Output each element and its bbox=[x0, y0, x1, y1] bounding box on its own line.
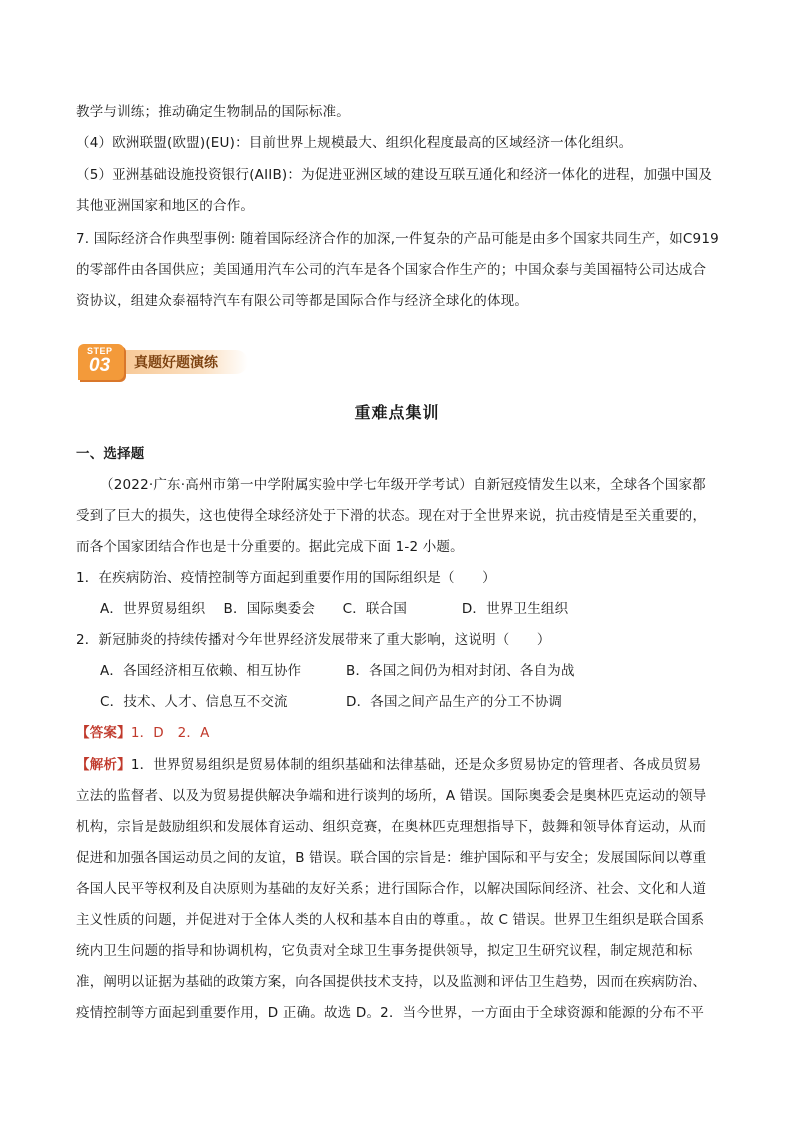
analysis-line: 统内卫生问题的指导和协调机构，它负责对全球卫生事务提供领导，拟定卫生研究议程，制定规范和标 bbox=[76, 943, 693, 959]
analysis-first-line bbox=[76, 755, 701, 775]
question-2-option-a: A．各国经济相互依赖、相互协作 bbox=[100, 663, 302, 679]
analysis-line: 疫情控制等方面起到重要作用，D 正确。故选 D。2．当今世界，一方面由于全球资源和能源的分布不平 bbox=[76, 1005, 705, 1021]
question-1-options: A．世界贸易组织 B．国际奥委会 C．联合国 D．世界卫生组织 bbox=[100, 601, 569, 617]
intro-line: 受到了巨大的损失，这也使得全球经济处于下滑的状态。现在对于全世界来说，抗击疫情是至关重要的， bbox=[76, 508, 707, 524]
analysis-line: 主义性质的问题，并促进对于全体人类的人权和基本自由的尊重。，故 C 错误。世界卫生组织是联合国系 bbox=[76, 912, 705, 928]
text-line: （5）亚洲基础设施投资银行(AIIB)：为促进亚洲区域的建设互联互通化和经济一体化的进程，加强中国及 bbox=[76, 167, 713, 183]
question-2-option-d: D．各国之间产品生产的分工不协调 bbox=[346, 694, 563, 710]
intro-line: （2022·广东·高州市第一中学附属实验中学七年级开学考试）自新冠疫情发生以来，全球各个国家都 bbox=[100, 477, 706, 493]
text-line: 的零部件由各国供应；美国通用汽车公司的汽车是各个国家合作生产的；中国众泰与美国福特公司达成合 bbox=[76, 262, 707, 278]
text-line: 教学与训练；推动确定生物制品的国际标准。 bbox=[76, 104, 350, 120]
answer-line bbox=[76, 723, 210, 743]
answer-text: 1．D 2．A bbox=[130, 725, 210, 741]
part-heading: 一、选择题 bbox=[76, 446, 145, 462]
question-1-stem: 1．在疾病防治、疫情控制等方面起到重要作用的国际组织是（ ） bbox=[76, 570, 496, 586]
step-number: 03 bbox=[89, 355, 111, 376]
step-title: 真题好题演练 bbox=[134, 355, 218, 371]
analysis-line: 各国人民平等权利及自决原则为基础的友好关系；进行国际合作，以解决国际间经济、社会、文化和人道 bbox=[76, 881, 707, 897]
section-title: 重难点集训 bbox=[354, 403, 440, 422]
analysis-text: 1．世界贸易组织是贸易体制的组织基础和法律基础，还是众多贸易协定的管理者、各成员贸易 bbox=[130, 757, 702, 773]
text-line: 7. 国际经济合作典型事例: 随着国际经济合作的加深,一件复杂的产品可能是由多个国家共同生产，如C919 bbox=[76, 231, 719, 247]
analysis-line: 准，阐明以证据为基础的政策方案，向各国提供技术支持，以及监测和评估卫生趋势，因而在疾病防治、 bbox=[76, 974, 707, 990]
step-word: STEP bbox=[87, 346, 113, 356]
step-badge bbox=[78, 344, 248, 380]
question-2-option-c: C．技术、人才、信息互不交流 bbox=[100, 694, 288, 710]
text-line: 资协议，组建众泰福特汽车有限公司等都是国际合作与经济全球化的体现。 bbox=[76, 293, 529, 309]
answer-label: 【答案】 bbox=[76, 725, 131, 741]
text-line: （4）欧洲联盟(欧盟)(EU)：目前世界上规模最大、组织化程度最高的区域经济一体化组织。 bbox=[76, 135, 633, 151]
analysis-line: 促进和加强各国运动员之间的友谊，B 错误。联合国的宗旨是：维护国际和平与安全；发展国际间以尊重 bbox=[76, 850, 707, 866]
question-2-stem: 2．新冠肺炎的持续传播对今年世界经济发展带来了重大影响，这说明（ ） bbox=[76, 632, 551, 648]
text-line: 其他亚洲国家和地区的合作。 bbox=[76, 198, 255, 214]
analysis-label: 【解析】 bbox=[76, 757, 131, 773]
analysis-line: 机构，宗旨是鼓励组织和发展体育运动、组织竞赛，在奥林匹克理想指导下，鼓舞和领导体育运动，从而 bbox=[76, 819, 707, 835]
step-badge-box bbox=[78, 344, 124, 380]
analysis-line: 立法的监督者、以及为贸易提供解决争端和进行谈判的场所，A 错误。国际奥委会是奥林匹克运动的领导 bbox=[76, 788, 707, 804]
intro-line: 而各个国家团结合作也是十分重要的。据此完成下面 1-2 小题。 bbox=[76, 539, 464, 555]
question-2-option-b: B．各国之间仍为相对封闭、各自为战 bbox=[346, 663, 575, 679]
